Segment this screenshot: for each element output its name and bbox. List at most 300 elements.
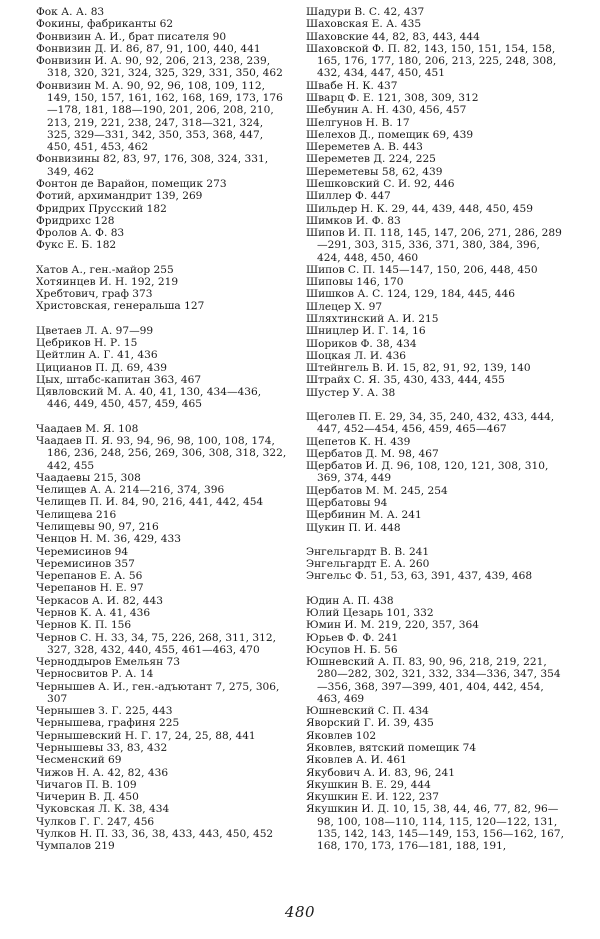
entry-name: Цветаев Л. А. (36, 324, 113, 337)
index-entry (306, 92, 564, 104)
entry-name: Швабе Н. К. (306, 79, 374, 92)
entry-pages: 215 (418, 313, 439, 326)
entry-name: Шишков А. С. (306, 288, 384, 301)
entry-name: Фокины, фабриканты (36, 18, 157, 31)
entry-pages: 36, 429, 433 (113, 533, 181, 546)
entry-name: Фролов А. Ф. (36, 227, 108, 240)
entry-name: Юлий Цезарь (306, 606, 384, 619)
entry-pages: 98, 467 (398, 447, 439, 460)
entry-pages: 97—99 (115, 324, 154, 337)
entry-pages: 69, 439 (432, 128, 474, 141)
index-entry (306, 632, 564, 644)
entry-name: Шницлер И. Г. (306, 325, 389, 338)
entry-pages: 40, 41, 130, 434—436, 446, 449, 450, 457, 459, 465 (47, 386, 262, 411)
index-entry (36, 742, 288, 754)
index-entry (36, 349, 288, 361)
index-entry (306, 779, 564, 791)
entry-name: Фукс Е. Б. (36, 239, 93, 252)
entry-name: Шоцкая Л. И. (306, 349, 383, 362)
entry-pages: 443 (402, 141, 423, 154)
entry-pages: 58, 62, 439 (381, 165, 443, 178)
entry-pages: 219 (94, 840, 115, 853)
entry-name: Шереметевы (306, 165, 379, 178)
index-entry (36, 239, 288, 251)
index-entry (306, 215, 564, 227)
index-entry (306, 460, 564, 485)
entry-pages: 90, 92, 96, 108, 109, 112, 149, 150, 157, 161, 162, 168, 169, 173, 176—178, 181, 188—190, 201, 206, 208, 210, 213, 219, 221, 238, 247, 318—321, 324, 325, 329—331, 342, 350, 353, 368, 447, 450, 451, 453, 462 (47, 79, 283, 154)
index-entry (36, 705, 288, 717)
letter-section-gap (306, 399, 564, 411)
index-entry (306, 546, 564, 558)
entry-pages: 15 (123, 337, 138, 350)
index-entry (306, 509, 564, 521)
entry-name: Якушкин Е. И. (306, 791, 389, 804)
index-entry (306, 338, 564, 350)
index-entry (306, 754, 564, 766)
entry-name: Шаховская Е. А. (306, 18, 398, 31)
entry-name: Шелехов Д., помещик (306, 128, 430, 141)
index-entry (306, 730, 564, 742)
entry-pages: 41, 436 (109, 606, 151, 619)
index-entry (306, 705, 564, 717)
index-entry (306, 387, 564, 399)
index-entry (36, 6, 288, 18)
entry-pages: 127 (184, 300, 205, 313)
entry-name: Хребтович, граф (36, 288, 129, 301)
index-entry (36, 288, 288, 300)
entry-name: Цебриков Н. Р. (36, 337, 121, 350)
entry-pages: 84, 90, 216, 441, 442, 454 (121, 496, 264, 509)
index-entry (36, 484, 288, 496)
entry-name: Яковлев, вятский помещик (306, 742, 460, 755)
entry-name: Шимков И. Ф. (306, 214, 384, 227)
entry-pages: 357 (114, 557, 135, 570)
entry-pages: 273 (206, 177, 227, 190)
entry-pages: 92, 446 (414, 177, 455, 190)
entry-name: Чижов Н. А. (36, 766, 105, 779)
entry-pages: 146, 170 (356, 276, 404, 289)
entry-pages: 44, 82, 83, 443, 444 (371, 30, 480, 43)
entry-name: Шаховские (306, 30, 369, 43)
entry-name: Щербинин М. А. (306, 509, 399, 522)
entry-pages: 94 (373, 496, 388, 509)
entry-name: Черемисинов (36, 545, 112, 558)
entry-name: Шлецер Х. (306, 300, 366, 313)
entry-name: Юрьев Ф. Ф. (306, 631, 375, 644)
entry-name: Чичерин В. Д. (36, 791, 116, 804)
index-entry (306, 619, 564, 631)
entry-name: Энгельс Ф. (306, 570, 367, 583)
entry-pages: 93, 94, 96, 98, 100, 108, 174, 186, 236, 248, 256, 269, 306, 308, 318, 322, 442, 455 (47, 435, 287, 472)
entry-name: Юшневский А. П. (306, 656, 406, 669)
entry-name: Чернышев З. Г. (36, 705, 122, 718)
entry-name: Юдин А. П. (306, 594, 371, 607)
entry-name: Черепанов Н. Е. (36, 582, 127, 595)
entry-name: Чернов С. Н. (36, 631, 108, 644)
entry-pages: 438 (373, 594, 394, 607)
entry-pages: 35, 430, 433, 444, 455 (383, 374, 505, 387)
entry-pages: 83 (90, 6, 105, 18)
index-entry (36, 423, 288, 435)
entry-name: Челищев А. А. (36, 484, 116, 497)
index-entry (306, 767, 564, 779)
entry-name: Шипов С. П. (306, 263, 376, 276)
entry-name: Цых, штабс-капитан (36, 373, 151, 386)
entry-name: Чернышевский Н. Г. (36, 729, 152, 742)
entry-pages: 17 (396, 116, 410, 129)
entry-pages: 109 (116, 778, 137, 791)
index-entry (306, 607, 564, 619)
entry-pages: 90, 97, 216 (98, 520, 159, 533)
entry-pages: 39, 435 (393, 717, 434, 730)
entry-name: Щербатов И. Д. (306, 460, 394, 473)
entry-name: Щеголев П. Е. (306, 411, 386, 423)
index-entry (306, 276, 564, 288)
index-entry (306, 190, 564, 202)
entry-pages: 182 (146, 202, 167, 215)
index-entry (36, 178, 288, 190)
entry-name: Чесменский (36, 754, 105, 767)
entry-name: Штрайх С. Я. (306, 374, 381, 387)
index-entry (306, 656, 564, 705)
index-entry (36, 791, 288, 803)
entry-name: Фонвизин А. И., брат писателя (36, 30, 210, 43)
index-entry (306, 803, 564, 852)
index-entry (36, 595, 288, 607)
entry-name: Чернов К. П. (36, 619, 108, 632)
entry-pages: 38, 434 (376, 337, 417, 350)
entry-name: Энгельгардт В. В. (306, 545, 406, 558)
entry-pages: 241 (408, 545, 430, 558)
entry-name: Христовская, генеральша (36, 300, 181, 313)
index-entry (306, 18, 564, 30)
index-entry (36, 681, 288, 706)
index-entry (306, 644, 564, 656)
entry-pages: 38, 434 (128, 803, 170, 816)
entry-name: Яворский Г. И. (306, 717, 391, 730)
index-entry (36, 190, 288, 202)
entry-pages: 83 (387, 214, 401, 227)
index-entry (36, 362, 288, 374)
index-entry (36, 264, 288, 276)
entry-pages: 74 (462, 742, 477, 755)
index-entry (36, 668, 288, 680)
entry-pages: 56 (384, 643, 398, 656)
index-entry (36, 803, 288, 815)
entry-name: Шустер У. А. (306, 386, 379, 399)
index-entry (306, 448, 564, 460)
entry-name: Шиповы (306, 276, 353, 289)
entry-name: Фотий, архимандрит (36, 190, 152, 203)
index-entry (36, 386, 288, 411)
entry-pages: 101, 332 (386, 606, 434, 619)
entry-pages: 42, 437 (383, 6, 425, 18)
entry-name: Чернышева, графиня (36, 717, 156, 730)
entry-name: Якушкин И. Д. (306, 803, 390, 816)
entry-name: Фридрихс (36, 214, 91, 227)
index-entry (36, 546, 288, 558)
index-entry (306, 80, 564, 92)
entry-pages: 247, 456 (107, 815, 155, 828)
index-entry (36, 276, 288, 288)
entry-name: Шадури В. С. (306, 6, 381, 18)
entry-name: Щепетов К. Н. (306, 435, 387, 448)
entry-name: Фонвизин И. А. (36, 55, 122, 68)
entry-pages: 62 (159, 18, 174, 31)
entry-pages: 69 (108, 754, 122, 767)
entry-pages: 430, 456, 457 (392, 104, 467, 117)
entry-pages: 69, 439 (126, 361, 168, 374)
entry-pages: 182 (95, 239, 117, 252)
index-entry (306, 129, 564, 141)
entry-name: Фонвизин М. А. (36, 79, 124, 92)
entry-name: Шляхтинский А. И. (306, 313, 415, 326)
letter-section-gap (36, 252, 288, 264)
entry-pages: 118, 145, 147, 206, 271, 286, 289—291, 303, 315, 336, 371, 380, 384, 396, 424, 448, 450, 460 (317, 227, 562, 264)
entry-pages: 73 (166, 656, 180, 669)
index-entry (36, 18, 288, 30)
index-entry (306, 497, 564, 509)
index-entry (36, 215, 288, 227)
entry-name: Щукин П. И. (306, 521, 378, 534)
entry-name: Шориков Ф. (306, 337, 373, 350)
index-entry (306, 43, 564, 80)
index-entry (36, 153, 288, 178)
index-entry (36, 816, 288, 828)
entry-name: Челищевы (36, 520, 95, 533)
index-entry (306, 288, 564, 300)
entry-pages: 102 (355, 729, 377, 742)
letter-section-gap (36, 411, 288, 423)
entry-name: Ченцов Н. М. (36, 533, 111, 546)
entry-name: Щербатов М. М. (306, 484, 398, 497)
index-entry (306, 117, 564, 129)
index-entry (36, 325, 288, 337)
entry-pages: 97 (368, 300, 383, 313)
entry-pages: 260 (409, 558, 430, 571)
index-entry (36, 558, 288, 570)
entry-name: Хатов А., ген.-майор (36, 263, 151, 276)
entry-pages: 219, 220, 357, 364 (377, 619, 480, 632)
entry-name: Черемисинов (36, 557, 112, 570)
entry-pages: 461 (386, 754, 407, 767)
index-entry (306, 485, 564, 497)
entry-pages: 29, 44, 439, 448, 450, 459 (391, 202, 534, 215)
entry-name: Фридрих Прусский (36, 202, 144, 215)
entry-pages: 96, 108, 120, 121, 308, 310, 369, 374, 449 (317, 460, 549, 485)
index-entry (36, 521, 288, 533)
entry-pages: 83, 90, 96, 218, 219, 221, 280—282, 302, 321, 332, 334—336, 347, 354—356, 368, 397—399, 401, 404, 442, 454, 463, 469 (317, 656, 561, 705)
entry-name: Чаадаев М. Я. (36, 422, 115, 435)
letter-section-gap (36, 313, 288, 325)
index-entry (306, 203, 564, 215)
entry-name: Чулков Н. П. (36, 828, 109, 840)
entry-pages: 42, 82, 436 (107, 766, 169, 779)
entry-pages: 192, 219 (130, 275, 179, 288)
index-entry (306, 104, 564, 116)
index-entry (306, 522, 564, 534)
entry-name: Черкасов А. И. (36, 594, 120, 607)
entry-pages: 51, 53, 63, 391, 437, 439, 468 (370, 570, 533, 583)
entry-name: Фонтон де Варайон, помещик (36, 177, 203, 190)
index-entry (306, 436, 564, 448)
page-number: 480 (284, 903, 316, 921)
entry-pages: 225 (158, 717, 180, 730)
entry-pages: 7, 275, 306, 307 (47, 680, 280, 705)
entry-name: Фонвизины (36, 153, 100, 166)
entry-pages: 156 (110, 619, 132, 632)
entry-name: Шебунин А. Н. (306, 104, 389, 117)
index-entry (36, 828, 288, 840)
entry-name: Черепанов Е. А. (36, 570, 126, 583)
index-entry (36, 767, 288, 779)
index-entry (306, 558, 564, 570)
index-entry (36, 43, 288, 55)
index-entry (306, 362, 564, 374)
index-entry (36, 227, 288, 239)
entry-name: Черноддыров Емельян (36, 656, 164, 669)
entry-pages: 82, 443 (122, 594, 163, 607)
entry-name: Шипов И. П. (306, 227, 377, 240)
entry-pages: 10, 15, 38, 44, 46, 77, 82, 96—98, 100, 108—110, 114, 115, 120—122, 131, 135, 142, 143, 145—149, 153, 156—162, 167, 168, 170, 173, 176—181, 188, 191, (317, 803, 564, 853)
entry-pages: 435 (400, 18, 422, 31)
index-entry (36, 632, 288, 657)
entry-pages: 224, 225 (388, 153, 436, 166)
entry-name: Чаадаевы (36, 471, 91, 484)
entry-name: Чернышев А. И., ген.-адъютант (36, 680, 213, 693)
entry-pages: 41, 436 (117, 349, 158, 362)
index-entry (306, 570, 564, 582)
entry-pages: 214—216, 374, 396 (119, 484, 225, 497)
entry-pages: 447 (370, 190, 391, 203)
entry-pages: 450 (118, 791, 139, 804)
index-entry (306, 264, 564, 276)
entry-pages: 241 (377, 631, 399, 644)
entry-pages: 121, 308, 309, 312 (377, 91, 479, 104)
index-entry (306, 313, 564, 325)
entry-name: Шелгунов Н. В. (306, 116, 393, 129)
index-entry (306, 31, 564, 43)
entry-name: Цицианов П. Д. (36, 361, 124, 374)
index-entry (36, 656, 288, 668)
index-entry (306, 791, 564, 803)
index-entry (36, 472, 288, 484)
entry-pages: 15, 82, 91, 92, 139, 140 (402, 362, 531, 375)
entry-pages: 122, 237 (391, 791, 440, 804)
index-entry (36, 374, 288, 386)
entry-pages: 139, 269 (155, 190, 203, 203)
entry-name: Якушкин В. Е. (306, 778, 387, 791)
entry-name: Цявловский М. А. (36, 386, 136, 399)
entry-pages: 108 (118, 422, 139, 435)
entry-name: Чернов К. А. (36, 606, 107, 619)
entry-pages: 439 (390, 435, 411, 448)
entry-pages: 17, 24, 25, 88, 441 (154, 729, 256, 742)
entry-pages: 215, 308 (93, 471, 141, 484)
entry-pages: 33, 83, 432 (106, 742, 168, 755)
index-entry (36, 570, 288, 582)
index-entry (306, 6, 564, 18)
entry-name: Шварц Ф. Е. (306, 91, 374, 104)
entry-name: Чуковская Л. К. (36, 803, 126, 816)
index-entry (36, 619, 288, 631)
entry-name: Шереметев А. В. (306, 141, 400, 154)
index-entry (36, 607, 288, 619)
entry-name: Штейнгель В. И. (306, 362, 400, 375)
entry-pages: 245, 254 (400, 484, 448, 497)
index-entry (306, 411, 564, 436)
index-entry (306, 325, 564, 337)
index-entry (306, 742, 564, 754)
index-entry (36, 55, 288, 80)
entry-name: Яковлев (306, 729, 353, 742)
entry-name: Юшневский С. П. (306, 705, 406, 718)
entry-name: Щербатовы (306, 496, 371, 509)
entry-pages: 255 (153, 263, 174, 276)
entry-pages: 56 (128, 570, 143, 583)
entry-name: Чичагов П. В. (36, 778, 113, 791)
entry-pages: 434 (408, 705, 429, 718)
entry-name: Шаховской Ф. П. (306, 42, 401, 55)
index-column-right (306, 6, 564, 853)
entry-pages: 363, 467 (153, 373, 202, 386)
entry-pages: 216 (96, 508, 117, 521)
index-entry (306, 717, 564, 729)
entry-name: Чаадаев П. Я. (36, 435, 114, 447)
entry-pages: 373 (132, 288, 153, 301)
entry-pages: 124, 129, 184, 445, 446 (386, 288, 515, 301)
entry-pages: 145—147, 150, 206, 448, 450 (378, 263, 538, 276)
index-entry (36, 337, 288, 349)
index-entry (36, 80, 288, 154)
entry-pages: 14 (139, 668, 154, 681)
entry-pages: 437 (377, 79, 398, 92)
entry-pages: 38 (381, 386, 396, 399)
entry-pages: 29, 34, 35, 240, 432, 433, 444, 447, 452—454, 456, 459, 465—467 (317, 411, 555, 436)
entry-pages: 83, 96, 241 (394, 766, 455, 779)
entry-pages: 83 (110, 227, 125, 240)
entry-name: Челищева (36, 508, 93, 521)
entry-name: Яковлев А. И. (306, 754, 384, 767)
entry-pages: 241 (401, 509, 422, 522)
index-entry (36, 509, 288, 521)
index-entry (36, 582, 288, 594)
entry-name: Челищев П. И. (36, 496, 119, 509)
index-entry (306, 178, 564, 190)
index-entry (36, 840, 288, 852)
entry-name: Юмин И. М. (306, 619, 375, 632)
entry-pages: 128 (94, 214, 115, 227)
index-entry (36, 31, 288, 43)
entry-pages: 97 (130, 582, 144, 595)
entry-pages: 90 (212, 30, 227, 43)
entry-name: Чулков Г. Г. (36, 815, 104, 828)
letter-section-gap (306, 583, 564, 595)
entry-name: Шиллер Ф. (306, 190, 368, 203)
index-entry (306, 374, 564, 386)
entry-name: Энгельгардт Е. А. (306, 558, 406, 571)
index-entry (36, 435, 288, 472)
entry-name: Цейтлин А. Г. (36, 349, 114, 362)
entry-name: Якубович А. И. (306, 766, 391, 779)
entry-pages: 90, 92, 206, 213, 238, 239, 318, 320, 321, 324, 325, 329, 331, 350, 462 (47, 55, 283, 80)
entry-pages: 33, 34, 75, 226, 268, 311, 312, 327, 328, 432, 440, 455, 461—463, 470 (47, 631, 276, 656)
entry-pages: 225, 443 (125, 705, 173, 718)
entry-name: Шешковский С. И. (306, 177, 411, 190)
entry-pages: 86, 87, 91, 100, 440, 441 (125, 42, 261, 55)
entry-name: Хотяинцев И. Н. (36, 275, 128, 288)
index-entry (36, 300, 288, 312)
